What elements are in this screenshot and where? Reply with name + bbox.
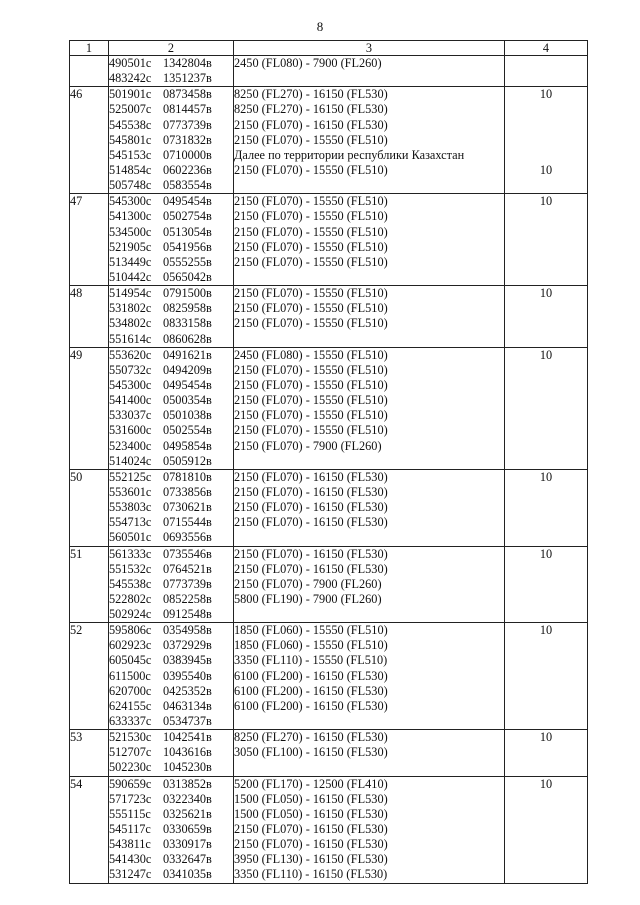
- flight-levels-cell: [234, 56, 505, 87]
- separation-value: [505, 102, 587, 117]
- latitude: 531600с: [109, 423, 152, 438]
- latitude: 521530с: [109, 730, 152, 745]
- column-header-1: 1: [70, 41, 109, 56]
- longitude: 0541956в: [163, 239, 212, 254]
- latitude: 624155с: [109, 698, 152, 713]
- point-coordinates: [109, 867, 233, 882]
- flight-level-range: 2150 (FL070) - 15550 (FL510): [234, 254, 388, 269]
- flight-levels-cell: [234, 546, 505, 623]
- latitude: 555115с: [109, 806, 151, 821]
- routes-table: [69, 40, 588, 884]
- latitude: 561333с: [109, 546, 152, 561]
- longitude: 0555255в: [163, 254, 212, 269]
- points-cell: [109, 286, 234, 348]
- latitude: 521905с: [109, 239, 152, 254]
- point-coordinates: [109, 209, 233, 224]
- flight-level-range: 3350 (FL110) - 15550 (FL510): [234, 653, 388, 668]
- latitude: 551614с: [109, 331, 152, 346]
- route-number-cell: 46: [70, 87, 109, 194]
- point-coordinates: [109, 760, 233, 775]
- flight-level-range: 2150 (FL070) - 15550 (FL510): [234, 239, 388, 254]
- longitude: 0534737в: [163, 714, 212, 729]
- flight-level-range: 2150 (FL070) - 15550 (FL510): [234, 423, 388, 438]
- latitude: 545300с: [109, 377, 152, 392]
- latitude: 595806с: [109, 623, 152, 638]
- longitude: 0491621в: [163, 347, 212, 362]
- point-coordinates: [109, 225, 233, 240]
- flight-level-range: 2150 (FL070) - 7900 (FL260): [234, 438, 382, 453]
- flight-level-range: 1850 (FL060) - 15550 (FL510): [234, 623, 388, 638]
- latitude: 514854с: [109, 162, 152, 177]
- route-number-cell: 51: [70, 546, 109, 623]
- point-coordinates: [109, 515, 233, 530]
- longitude: 0733856в: [163, 484, 212, 499]
- flight-level-range: Далее по территории республики Казахстан: [234, 147, 465, 162]
- point-coordinates: [109, 807, 233, 822]
- table-row: [70, 286, 588, 348]
- flight-level-range: 2150 (FL070) - 15550 (FL510): [234, 194, 388, 209]
- latitude: 545801с: [109, 132, 152, 147]
- point-coordinates: [109, 87, 233, 102]
- table-row: [70, 546, 588, 623]
- point-coordinates: [109, 547, 233, 562]
- route-number-cell: 48: [70, 286, 109, 348]
- latitude: 590659с: [109, 776, 152, 791]
- point-coordinates: [109, 837, 233, 852]
- separation-cell: [505, 469, 588, 546]
- latitude: 553620с: [109, 347, 152, 362]
- longitude: 0791500в: [163, 286, 212, 301]
- longitude: 0354958в: [163, 623, 212, 638]
- longitude: 0341035в: [163, 867, 212, 882]
- latitude: 534500с: [109, 224, 152, 239]
- latitude: 553803с: [109, 500, 152, 515]
- point-coordinates: [109, 592, 233, 607]
- longitude: 1043616в: [163, 745, 212, 760]
- flight-levels-cell: [234, 469, 505, 546]
- flight-level-range: 1850 (FL060) - 15550 (FL510): [234, 638, 388, 653]
- point-coordinates: [109, 485, 233, 500]
- latitude: 541300с: [109, 209, 152, 224]
- point-coordinates: [109, 745, 233, 760]
- latitude: 545538с: [109, 576, 152, 591]
- point-coordinates: [109, 194, 233, 209]
- point-coordinates: [109, 638, 233, 653]
- point-coordinates: [109, 607, 233, 622]
- flight-level-range: 3050 (FL100) - 16150 (FL530): [234, 745, 388, 760]
- flight-level-range: 2150 (FL070) - 7900 (FL260): [234, 576, 382, 591]
- longitude: 1045230в: [163, 760, 212, 775]
- flight-level-range: 3350 (FL110) - 16150 (FL530): [234, 867, 388, 882]
- point-coordinates: [109, 240, 233, 255]
- longitude: 0325621в: [163, 806, 212, 821]
- separation-value: 10: [539, 730, 553, 745]
- point-coordinates: [109, 332, 233, 347]
- table-row: [70, 623, 588, 730]
- latitude: 543811с: [109, 837, 151, 852]
- point-coordinates: [109, 393, 233, 408]
- latitude: 545538с: [109, 117, 152, 132]
- flight-level-range: 2150 (FL070) - 15550 (FL510): [234, 362, 388, 377]
- longitude: 0332647в: [163, 852, 212, 867]
- latitude: 550732с: [109, 362, 152, 377]
- latitude: 510442с: [109, 269, 152, 284]
- latitude: 541430с: [109, 852, 152, 867]
- points-cell: [109, 194, 234, 286]
- points-cell: [109, 87, 234, 194]
- flight-level-range: 2150 (FL070) - 16150 (FL530): [234, 561, 388, 576]
- latitude: 525007с: [109, 102, 152, 117]
- longitude: 0501038в: [163, 408, 212, 423]
- point-coordinates: [109, 454, 233, 469]
- flight-level-range: 2150 (FL070) - 15550 (FL510): [234, 301, 388, 316]
- points-cell: [109, 730, 234, 776]
- point-coordinates: [109, 439, 233, 454]
- separation-value: 10: [539, 469, 553, 484]
- point-coordinates: [109, 270, 233, 285]
- route-number-cell: 47: [70, 194, 109, 286]
- separation-value: 10: [539, 87, 553, 102]
- longitude: 0602236в: [163, 162, 212, 177]
- flight-level-range: 8250 (FL270) - 16150 (FL530): [234, 102, 388, 117]
- table-row: [70, 56, 588, 87]
- longitude: 0710000в: [163, 147, 212, 162]
- longitude: 1042541в: [163, 730, 212, 745]
- point-coordinates: [109, 852, 233, 867]
- flight-level-range: 6100 (FL200) - 16150 (FL530): [234, 668, 388, 683]
- latitude: 490501с: [109, 56, 152, 70]
- longitude: 0425352в: [163, 683, 212, 698]
- point-coordinates: [109, 148, 233, 163]
- longitude: 0463134в: [163, 698, 212, 713]
- latitude: 602923с: [109, 638, 152, 653]
- longitude: 0715544в: [163, 515, 212, 530]
- separation-value: 10: [539, 286, 553, 301]
- point-coordinates: [109, 118, 233, 133]
- latitude: 552125с: [109, 469, 152, 484]
- point-coordinates: [109, 577, 233, 592]
- table-row: [70, 730, 588, 776]
- latitude: 605045с: [109, 653, 152, 668]
- longitude: 0494209в: [163, 362, 212, 377]
- longitude: 0313852в: [163, 776, 212, 791]
- flight-levels-cell: [234, 730, 505, 776]
- latitude: 514954с: [109, 286, 152, 301]
- latitude: 501901с: [109, 87, 152, 102]
- longitude: 0912548в: [163, 607, 212, 622]
- separation-cell: [505, 776, 588, 883]
- route-number-cell: 54: [70, 776, 109, 883]
- longitude: 0825958в: [163, 301, 212, 316]
- longitude: 0873458в: [163, 87, 212, 102]
- longitude: 0330917в: [163, 837, 212, 852]
- table-row: [70, 776, 588, 883]
- flight-level-range: 2150 (FL070) - 15550 (FL510): [234, 393, 388, 408]
- point-coordinates: [109, 714, 233, 729]
- longitude: 0781810в: [163, 469, 212, 484]
- flight-levels-cell: [234, 87, 505, 194]
- flight-levels-cell: [234, 776, 505, 883]
- flight-level-range: 2150 (FL070) - 16150 (FL530): [234, 117, 388, 132]
- latitude: 512707с: [109, 745, 152, 760]
- latitude: 513449с: [109, 254, 152, 269]
- separation-cell: [505, 87, 588, 194]
- column-header-2: 2: [109, 41, 234, 56]
- flight-levels-cell: [234, 194, 505, 286]
- latitude: 514024с: [109, 453, 152, 468]
- points-cell: [109, 623, 234, 730]
- longitude: 0502754в: [163, 209, 212, 224]
- point-coordinates: [109, 699, 233, 714]
- flight-level-range: 2150 (FL070) - 15550 (FL510): [234, 408, 388, 423]
- separation-cell: [505, 56, 588, 87]
- latitude: 545300с: [109, 194, 152, 209]
- latitude: 531247с: [109, 867, 152, 882]
- separation-cell: [505, 194, 588, 286]
- latitude: 560501с: [109, 530, 152, 545]
- flight-level-range: 3950 (FL130) - 16150 (FL530): [234, 852, 388, 867]
- point-coordinates: [109, 822, 233, 837]
- point-coordinates: [109, 378, 233, 393]
- point-coordinates: [109, 363, 233, 378]
- flight-level-range: 2150 (FL070) - 15550 (FL510): [234, 316, 388, 331]
- point-coordinates: [109, 301, 233, 316]
- point-coordinates: [109, 684, 233, 699]
- longitude: 0372929в: [163, 638, 212, 653]
- latitude: 534802с: [109, 316, 152, 331]
- latitude: 502230с: [109, 760, 152, 775]
- separation-value: [505, 133, 587, 148]
- column-header-3: 3: [234, 41, 505, 56]
- point-coordinates: [109, 71, 233, 86]
- table-header-row: [70, 41, 588, 56]
- flight-level-range: 2150 (FL070) - 16150 (FL530): [234, 515, 388, 530]
- flight-level-range: 5200 (FL170) - 12500 (FL410): [234, 776, 388, 791]
- latitude: 554713с: [109, 515, 152, 530]
- flight-level-range: 2150 (FL070) - 15550 (FL510): [234, 286, 388, 301]
- flight-level-range: 2150 (FL070) - 16150 (FL530): [234, 546, 388, 561]
- longitude: 0773739в: [163, 117, 212, 132]
- separation-cell: [505, 623, 588, 730]
- flight-level-range: 2150 (FL070) - 15550 (FL510): [234, 209, 388, 224]
- latitude: 505748с: [109, 178, 152, 193]
- longitude: 0383945в: [163, 653, 212, 668]
- flight-level-range: 1500 (FL050) - 16150 (FL530): [234, 791, 388, 806]
- point-coordinates: [109, 792, 233, 807]
- latitude: 551532с: [109, 561, 152, 576]
- flight-level-range: 2150 (FL070) - 15550 (FL510): [234, 132, 388, 147]
- latitude: 502924с: [109, 607, 152, 622]
- route-number-cell: 50: [70, 469, 109, 546]
- flight-level-range: 2150 (FL070) - 16150 (FL530): [234, 469, 388, 484]
- point-coordinates: [109, 730, 233, 745]
- separation-cell: [505, 546, 588, 623]
- longitude: 0735546в: [163, 546, 212, 561]
- longitude: 0814457в: [163, 102, 212, 117]
- flight-level-range: 2150 (FL070) - 16150 (FL530): [234, 500, 388, 515]
- flight-level-range: 2150 (FL070) - 16150 (FL530): [234, 837, 388, 852]
- longitude: 0730621в: [163, 500, 212, 515]
- longitude: 0860628в: [163, 331, 212, 346]
- longitude: 0852258в: [163, 591, 212, 606]
- points-cell: [109, 546, 234, 623]
- point-coordinates: [109, 562, 233, 577]
- longitude: 0495854в: [163, 438, 212, 453]
- table-row: [70, 194, 588, 286]
- flight-level-range: 1500 (FL050) - 16150 (FL530): [234, 806, 388, 821]
- table-row: [70, 469, 588, 546]
- point-coordinates: [109, 348, 233, 363]
- point-coordinates: [109, 500, 233, 515]
- flight-levels-cell: [234, 623, 505, 730]
- point-coordinates: [109, 408, 233, 423]
- separation-value: 10: [539, 162, 553, 177]
- longitude: 0513054в: [163, 224, 212, 239]
- flight-level-range: 2450 (FL080) - 7900 (FL260): [234, 56, 382, 70]
- points-cell: [109, 776, 234, 883]
- separation-cell: [505, 730, 588, 776]
- flight-level-range: 8250 (FL270) - 16150 (FL530): [234, 87, 388, 102]
- separation-value: 10: [539, 623, 553, 638]
- point-coordinates: [109, 423, 233, 438]
- point-coordinates: [109, 286, 233, 301]
- longitude: 0565042в: [163, 269, 212, 284]
- column-header-4: 4: [505, 41, 588, 56]
- longitude: 0322340в: [163, 791, 212, 806]
- longitude: 0495454в: [163, 377, 212, 392]
- latitude: 571723с: [109, 791, 152, 806]
- latitude: 523400с: [109, 438, 152, 453]
- flight-level-range: 8250 (FL270) - 16150 (FL530): [234, 730, 388, 745]
- route-number-cell: 49: [70, 347, 109, 469]
- point-coordinates: [109, 316, 233, 331]
- longitude: 0773739в: [163, 576, 212, 591]
- point-coordinates: [109, 777, 233, 792]
- longitude: 1351237в: [163, 71, 212, 86]
- latitude: 531802с: [109, 301, 152, 316]
- flight-level-range: 2150 (FL070) - 15550 (FL510): [234, 162, 388, 177]
- route-number-cell: 53: [70, 730, 109, 776]
- latitude: 545153с: [109, 147, 152, 162]
- point-coordinates: [109, 669, 233, 684]
- separation-value: [505, 118, 587, 133]
- longitude: 0495454в: [163, 194, 212, 209]
- separation-value: 10: [539, 776, 553, 791]
- page-number: 8: [316, 19, 324, 34]
- longitude: 0731832в: [163, 132, 212, 147]
- separation-cell: [505, 286, 588, 348]
- point-coordinates: [109, 178, 233, 193]
- points-cell: [109, 469, 234, 546]
- points-cell: [109, 347, 234, 469]
- longitude: 0500354в: [163, 393, 212, 408]
- point-coordinates: [109, 102, 233, 117]
- point-coordinates: [109, 530, 233, 545]
- point-coordinates: [109, 133, 233, 148]
- table-body: [70, 56, 588, 884]
- latitude: 541400с: [109, 393, 152, 408]
- latitude: 533037с: [109, 408, 152, 423]
- point-coordinates: [109, 470, 233, 485]
- flight-level-range: 2150 (FL070) - 16150 (FL530): [234, 484, 388, 499]
- point-coordinates: [109, 653, 233, 668]
- separation-value: 10: [539, 347, 553, 362]
- flight-level-range: 2150 (FL070) - 15550 (FL510): [234, 377, 388, 392]
- table-row: [70, 87, 588, 194]
- longitude: 0833158в: [163, 316, 212, 331]
- longitude: 0693556в: [163, 530, 212, 545]
- latitude: 611500с: [109, 668, 151, 683]
- latitude: 620700с: [109, 683, 152, 698]
- flight-level-range: 2150 (FL070) - 15550 (FL510): [234, 224, 388, 239]
- longitude: 0505912в: [163, 453, 212, 468]
- flight-level-range: 6100 (FL200) - 16150 (FL530): [234, 698, 388, 713]
- latitude: 545117с: [109, 822, 151, 837]
- flight-level-range: 6100 (FL200) - 16150 (FL530): [234, 683, 388, 698]
- latitude: 522802с: [109, 591, 152, 606]
- route-number-cell: 52: [70, 623, 109, 730]
- longitude: 0764521в: [163, 561, 212, 576]
- latitude: 633337с: [109, 714, 152, 729]
- flight-level-range: 2450 (FL080) - 15550 (FL510): [234, 347, 388, 362]
- longitude: 0502554в: [163, 423, 212, 438]
- route-number-cell: [70, 56, 109, 87]
- longitude: 0395540в: [163, 668, 212, 683]
- flight-levels-cell: [234, 347, 505, 469]
- separation-value: 10: [539, 546, 553, 561]
- longitude: 0583554в: [163, 178, 212, 193]
- latitude: 483242с: [109, 71, 152, 86]
- separation-cell: [505, 347, 588, 469]
- flight-level-range: 5800 (FL190) - 7900 (FL260): [234, 591, 382, 606]
- point-coordinates: [109, 56, 233, 71]
- point-coordinates: [109, 255, 233, 270]
- longitude: 0330659в: [163, 822, 212, 837]
- separation-value: 10: [539, 194, 553, 209]
- table-row: [70, 347, 588, 469]
- latitude: 553601с: [109, 484, 152, 499]
- points-cell: [109, 56, 234, 87]
- separation-value: [505, 148, 587, 163]
- point-coordinates: [109, 623, 233, 638]
- point-coordinates: [109, 163, 233, 178]
- longitude: 1342804в: [163, 56, 212, 70]
- flight-levels-cell: [234, 286, 505, 348]
- flight-level-range: 2150 (FL070) - 16150 (FL530): [234, 822, 388, 837]
